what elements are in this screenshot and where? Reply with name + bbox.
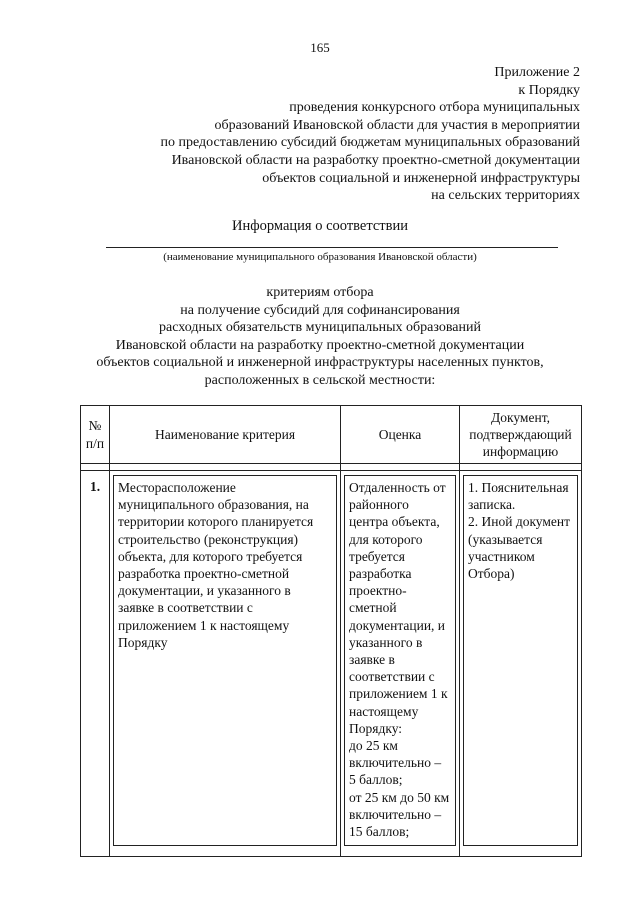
criterion-line: заявке в соответствии с <box>118 600 253 616</box>
document-line: записка. <box>468 497 516 513</box>
appendix-line: на сельских территориях <box>431 188 580 204</box>
score-line: документации, и <box>349 617 446 633</box>
criterion-line: территории которого планируется <box>118 514 314 530</box>
criteria-heading-line: на получение субсидий для софинансирования <box>180 302 460 318</box>
appendix-line: образований Ивановской области для участия в мероприятии <box>214 117 580 133</box>
score-line: центра объекта, <box>349 514 440 530</box>
score-line: для которого <box>349 531 423 547</box>
appendix-line: Ивановской области на разработку проектно-сметной документации <box>171 152 580 168</box>
table-row <box>81 471 582 857</box>
score-line: включительно – <box>349 755 442 771</box>
appendix-line: по предоставлению субсидий бюджетам муниципальных образований <box>160 135 580 151</box>
document-line: 2. Иной документ <box>468 514 571 530</box>
criterion-line: строительство (реконструкция) <box>118 531 299 547</box>
row-score-cell <box>341 471 460 857</box>
criteria-heading-line: расходных обязательств муниципальных образований <box>159 320 481 336</box>
score-line: 5 баллов; <box>349 772 403 788</box>
criterion-line: Порядку <box>118 634 168 650</box>
municipality-name-blank-line <box>106 247 558 248</box>
header-document <box>460 406 582 464</box>
row-num-cell <box>81 471 110 857</box>
row-document-cell <box>460 471 582 857</box>
header-num-line: № <box>88 418 102 434</box>
score-line: приложением 1 к <box>349 686 448 702</box>
score-line: настоящему <box>349 703 419 719</box>
score-line: от 25 км до 50 км <box>349 789 450 805</box>
score-line: указанного в <box>349 634 423 650</box>
row-num: 1. <box>89 479 101 494</box>
header-criterion-name: Наименование критерия <box>110 406 341 464</box>
row-criterion-cell <box>110 471 341 857</box>
criteria-heading-line: объектов социальной и инженерной инфраструктуры населенных пунктов, <box>96 355 544 371</box>
header-doc-line: Документ, <box>491 409 550 425</box>
score-line: до 25 км <box>349 738 398 754</box>
document-line: 1. Пояснительная <box>468 480 569 495</box>
score-line: разработка <box>349 566 412 582</box>
document-line: (указывается <box>468 531 543 547</box>
score-line: проектно- <box>349 583 407 599</box>
criterion-line: объекта, для которого требуется <box>118 548 303 564</box>
criteria-heading <box>60 284 580 390</box>
criteria-heading-line: критериям отбора <box>266 285 374 300</box>
table-spacer-row <box>81 464 582 471</box>
header-doc-line: информацию <box>482 444 559 460</box>
score-text-box <box>344 475 456 846</box>
document-text-box <box>463 475 578 846</box>
score-line: соответствии с <box>349 669 435 685</box>
score-line: Отдаленность от <box>349 480 446 495</box>
score-line: требуется <box>349 548 405 564</box>
criterion-line: муниципального образования, на <box>118 497 309 513</box>
criterion-line: Месторасположение <box>118 480 236 495</box>
blank-caption: (наименование муниципального образования Ивановской области) <box>163 251 477 263</box>
score-line: 15 баллов; <box>349 824 410 840</box>
score-line: заявке в <box>349 652 395 668</box>
page-number: 165 <box>310 40 330 55</box>
header-num-line: п/п <box>85 435 105 451</box>
appendix-header <box>60 64 580 205</box>
score-line: включительно – <box>349 806 442 822</box>
document-line: участником <box>468 548 535 564</box>
appendix-line: проведения конкурсного отбора муниципальных <box>289 100 580 116</box>
score-line: Порядку: <box>349 720 403 736</box>
criterion-text-box <box>113 475 337 846</box>
score-line: сметной <box>349 600 397 616</box>
header-num <box>81 406 110 464</box>
criteria-heading-line: Ивановской области на разработку проектно-сметной документации <box>115 337 525 353</box>
appendix-line: объектов социальной и инженерной инфраструктуры <box>262 170 580 186</box>
info-title: Информация о соответствии <box>231 218 409 234</box>
table-header-row <box>81 406 582 464</box>
header-score: Оценка <box>341 406 460 464</box>
score-line: районного <box>349 497 409 513</box>
header-doc-line: подтверждающий <box>469 426 572 442</box>
criteria-heading-line: расположенных в сельской местности: <box>204 372 436 388</box>
document-line: Отбора) <box>468 566 515 582</box>
criterion-line: приложением 1 к настоящему <box>118 617 290 633</box>
criteria-table <box>80 405 582 857</box>
appendix-line: к Порядку <box>518 82 580 98</box>
criterion-line: документации, и указанного в <box>118 583 291 599</box>
criterion-line: разработка проектно-сметной <box>118 566 290 582</box>
appendix-line: Приложение 2 <box>494 65 580 80</box>
